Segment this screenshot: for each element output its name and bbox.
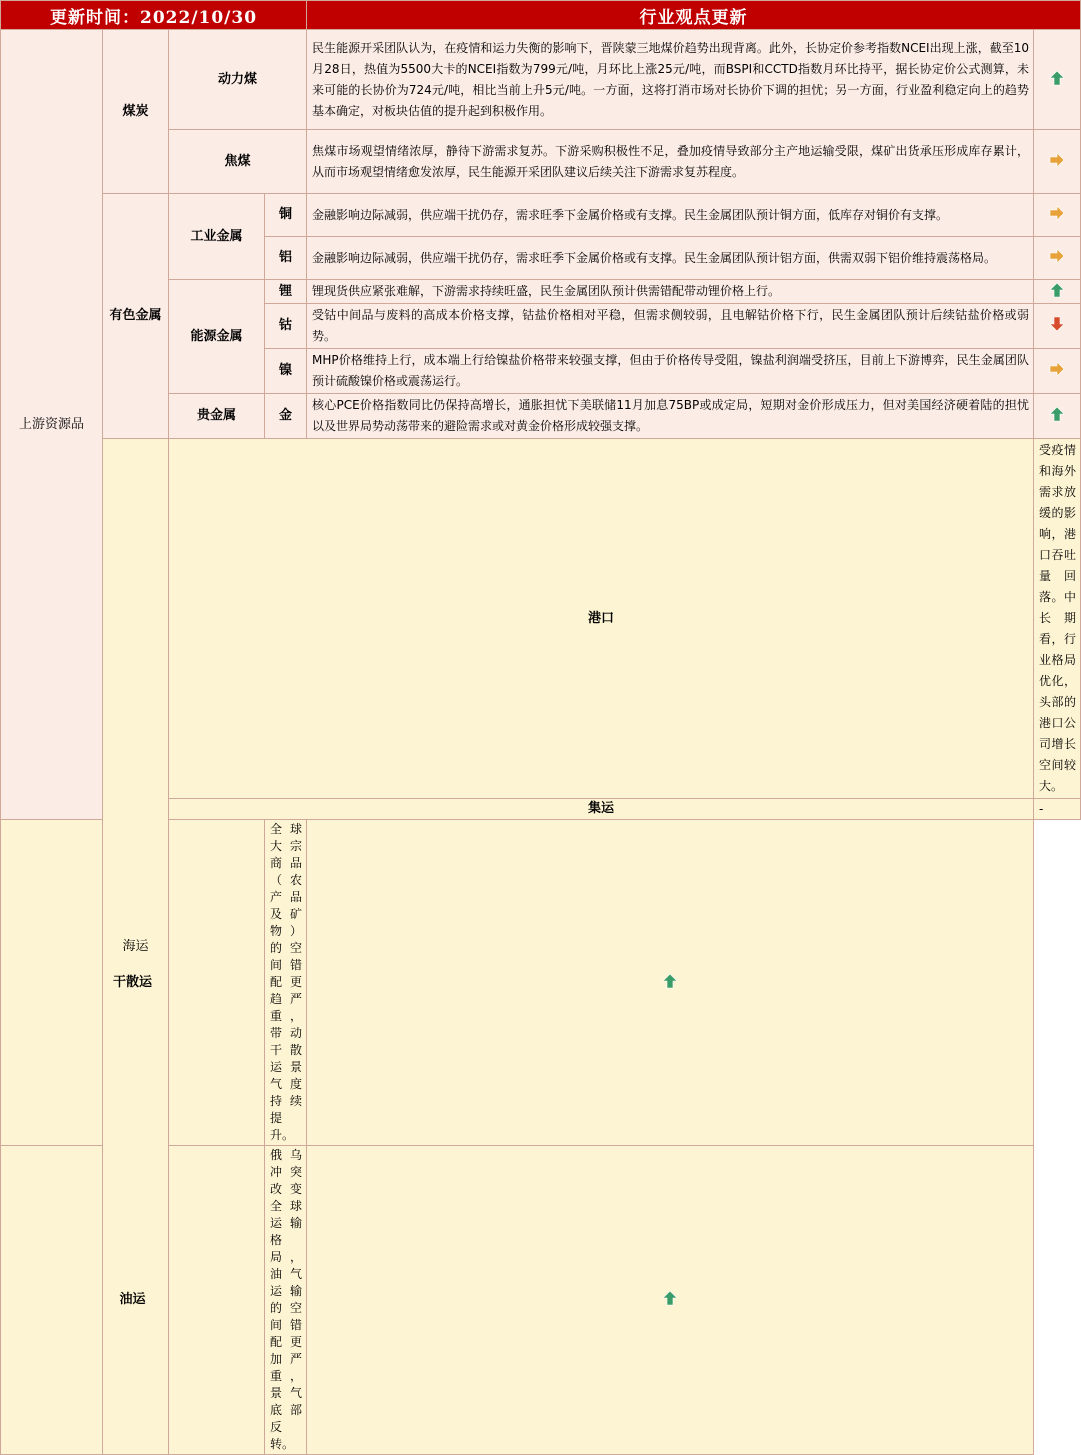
industry-view-title: 行业观点更新 [307,1,1081,30]
port-label: 港口 [169,439,1034,799]
gold-view: 核心PCE价格指数同比仍保持高增长，通胀担忧下美联储11月加息75BP或成定局，短期对金价形成压力，但对美国经济硬着陆的担忧以及世界局势动荡带来的避险需求或对黄金价格形成较强支撑。 [307,394,1034,439]
update-time-header: 更新时间：2022/10/30 [1,1,307,30]
nickel-view: MHP价格维持上行，成本端上行给镍盐价格带来较强支撑，但由于价格传导受阻，镍盐利润端受挤压，目前上下游博弈，民生金属团队预计硫酸镍价格或震荡运行。 [307,349,1034,394]
right-arrow-icon [1049,152,1065,172]
aluminum-label: 铝 [265,237,307,280]
right-arrow-icon [1049,205,1065,225]
up-arrow-icon [1049,406,1065,426]
lithium-view: 锂现货供应紧张难解，下游需求持续旺盛，民生金属团队预计供需错配带动锂价格上行。 [307,280,1034,304]
container-shipping-label: 集运 [169,799,1034,820]
down-arrow-icon [1049,316,1065,336]
right-arrow-icon [1049,361,1065,381]
nickel-label: 镍 [265,349,307,394]
energy-metal-label: 能源金属 [169,280,265,394]
up-arrow-icon [662,1290,678,1310]
aluminum-view: 金融影响边际减弱，供应端干扰仍存，需求旺季下金属价格或有支撑。民生金属团队预计铝方面，供需双弱下铝价维持震荡格局。 [307,237,1034,280]
cobalt-label: 钴 [265,304,307,349]
up-arrow-icon [1049,70,1065,90]
container-shipping-view: - [1034,799,1081,820]
port-view: 受疫情和海外需求放缓的影响，港口吞吐量回落。中长期看，行业格局优化，头部的港口公司增长空间较大。 [1034,439,1081,799]
up-arrow-icon [662,973,678,993]
power-coal-view: 民生能源开采团队认为，在疫情和运力失衡的影响下，晋陕蒙三地煤价趋势出现背离。此外，长协定价参考指数NCEI出现上涨，截至10月28日，热值为5500大卡的NCEI指数为799元/吨，月环比上涨25元/吨，而BSPI和CCTD指数月环比持平，据长协定价公式测算，未来可能的长协价为724元/吨，相比当前上升5元/吨。一方面，这将打消市场对长协价下调的担忧；另一方面，行业盈利稳定向上的趋势基本确定，对板块估值的提升起到积极作用。 [307,30,1034,130]
shipping-label: 海运 [103,439,169,1455]
right-arrow-icon [1049,248,1065,268]
coal-label: 煤炭 [103,30,169,194]
lithium-label: 锂 [265,280,307,304]
coking-coal-label: 焦煤 [169,130,307,194]
dry-bulk-label: 干散运 [1,820,265,1146]
industrial-metal-label: 工业金属 [169,194,265,280]
copper-view: 金融影响边际减弱，供应端干扰仍存，需求旺季下金属价格或有支撑。民生金属团队预计铜方面，低库存对铜价有支撑。 [307,194,1034,237]
upstream-resources-label: 上游资源品 [1,30,103,820]
tanker-view: 俄乌冲突改变全球运输格局，油气运输的空间错配更加严重，景气底部反转。 [265,1146,307,1455]
cobalt-view: 受钴中间品与废料的高成本价格支撑，钴盐价格相对平稳，但需求侧较弱，且电解钴价格下行，民生金属团队预计后续钴盐价格或弱势。 [307,304,1034,349]
nonferrous-metals-label: 有色金属 [103,194,169,439]
gold-label: 金 [265,394,307,439]
dry-bulk-view: 全球大宗商品（农产品及矿物）的空间错配更趋严重，带动干散运景气度持续提升。 [265,820,307,1146]
power-coal-label: 动力煤 [169,30,307,130]
up-arrow-icon [1049,282,1065,302]
coking-coal-view: 焦煤市场观望情绪浓厚，静待下游需求复苏。下游采购积极性不足，叠加疫情导致部分主产地运输受限，煤矿出货承压形成库存累计，从而市场观望情绪愈发浓厚，民生能源开采团队建议后续关注下游需求复苏程度。 [307,130,1034,194]
copper-label: 铜 [265,194,307,237]
tanker-label: 油运 [1,1146,265,1455]
precious-metal-label: 贵金属 [169,394,265,439]
